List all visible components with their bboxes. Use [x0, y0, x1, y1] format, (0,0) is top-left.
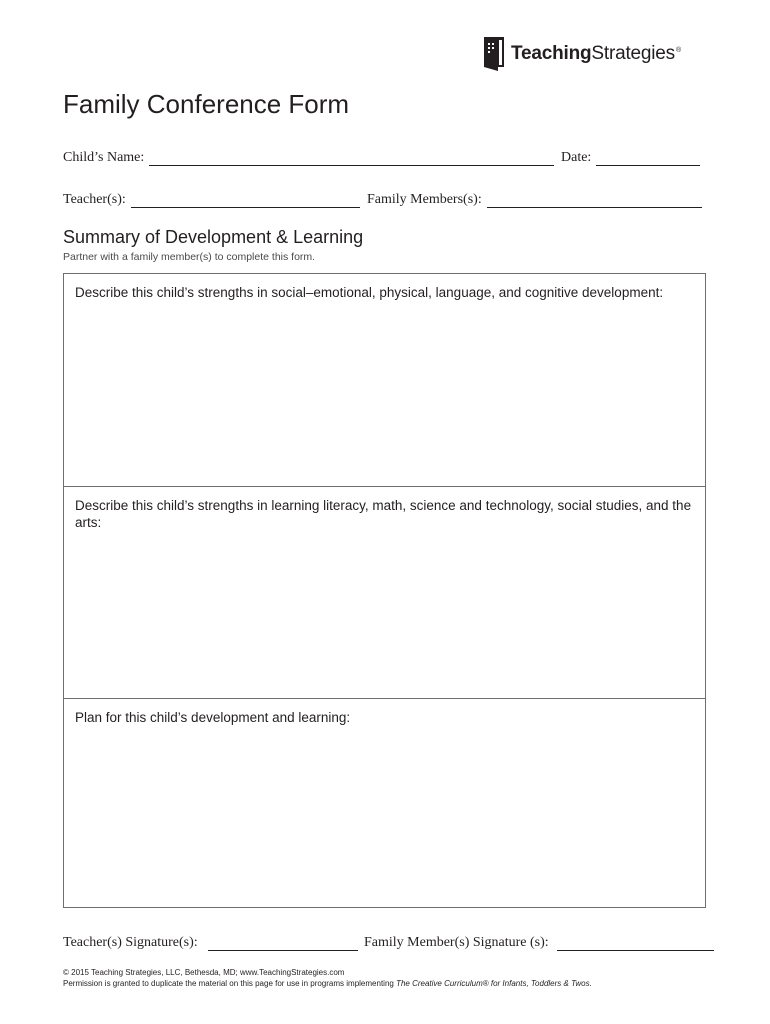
family-signature-field[interactable] [364, 935, 714, 951]
teacher-signature-line[interactable] [208, 936, 358, 951]
teaching-strategies-logo [484, 37, 681, 71]
teachers-label: Teacher(s): [63, 192, 126, 207]
logo-wordmark: TeachingStrategies® [511, 43, 681, 64]
door-logo-icon [484, 37, 506, 71]
date-line[interactable] [596, 151, 700, 166]
footer [63, 968, 592, 989]
date-label: Date: [561, 150, 592, 165]
plan-label: Plan for this child’s development and learning: [75, 710, 351, 725]
teachers-field[interactable] [63, 192, 360, 208]
strengths-learning-box[interactable] [64, 486, 705, 698]
childs-name-field[interactable] [63, 150, 554, 166]
footer-permission: Permission is granted to duplicate the material on this page for use in programs implementing The Creative Curriculum® for Infants, Toddlers & Twos. [63, 978, 592, 988]
date-field[interactable] [561, 150, 700, 166]
childs-name-label: Child’s Name: [63, 150, 145, 165]
family-signature-line[interactable] [557, 936, 714, 951]
strengths-development-box[interactable] [64, 274, 705, 486]
teacher-signature-label: Teacher(s) Signature(s): [63, 935, 198, 950]
family-members-line[interactable] [487, 193, 702, 208]
teachers-line[interactable] [131, 193, 360, 208]
teacher-signature-field[interactable] [63, 935, 358, 951]
footer-copyright: © 2015 Teaching Strategies, LLC, Bethesda, MD; www.TeachingStrategies.com [63, 968, 345, 977]
family-members-field[interactable] [367, 192, 702, 208]
summary-subtitle: Partner with a family member(s) to complete this form. [63, 251, 316, 263]
page-title: Family Conference Form [63, 89, 350, 119]
development-boxes [63, 273, 706, 908]
family-members-label: Family Members(s): [367, 192, 482, 207]
childs-name-line[interactable] [149, 151, 554, 166]
curriculum-title: The Creative Curriculum® for Infants, Toddlers & Twos. [396, 978, 592, 988]
strengths-development-label: Describe this child’s strengths in social–emotional, physical, language, and cognitive development: [75, 285, 664, 300]
family-signature-label: Family Member(s) Signature (s): [364, 935, 549, 950]
plan-box[interactable] [64, 698, 705, 907]
summary-title: Summary of Development & Learning [63, 227, 364, 247]
strengths-learning-label: Describe this child’s strengths in learning literacy, math, science and technology, social studies, and the arts: [75, 498, 692, 530]
